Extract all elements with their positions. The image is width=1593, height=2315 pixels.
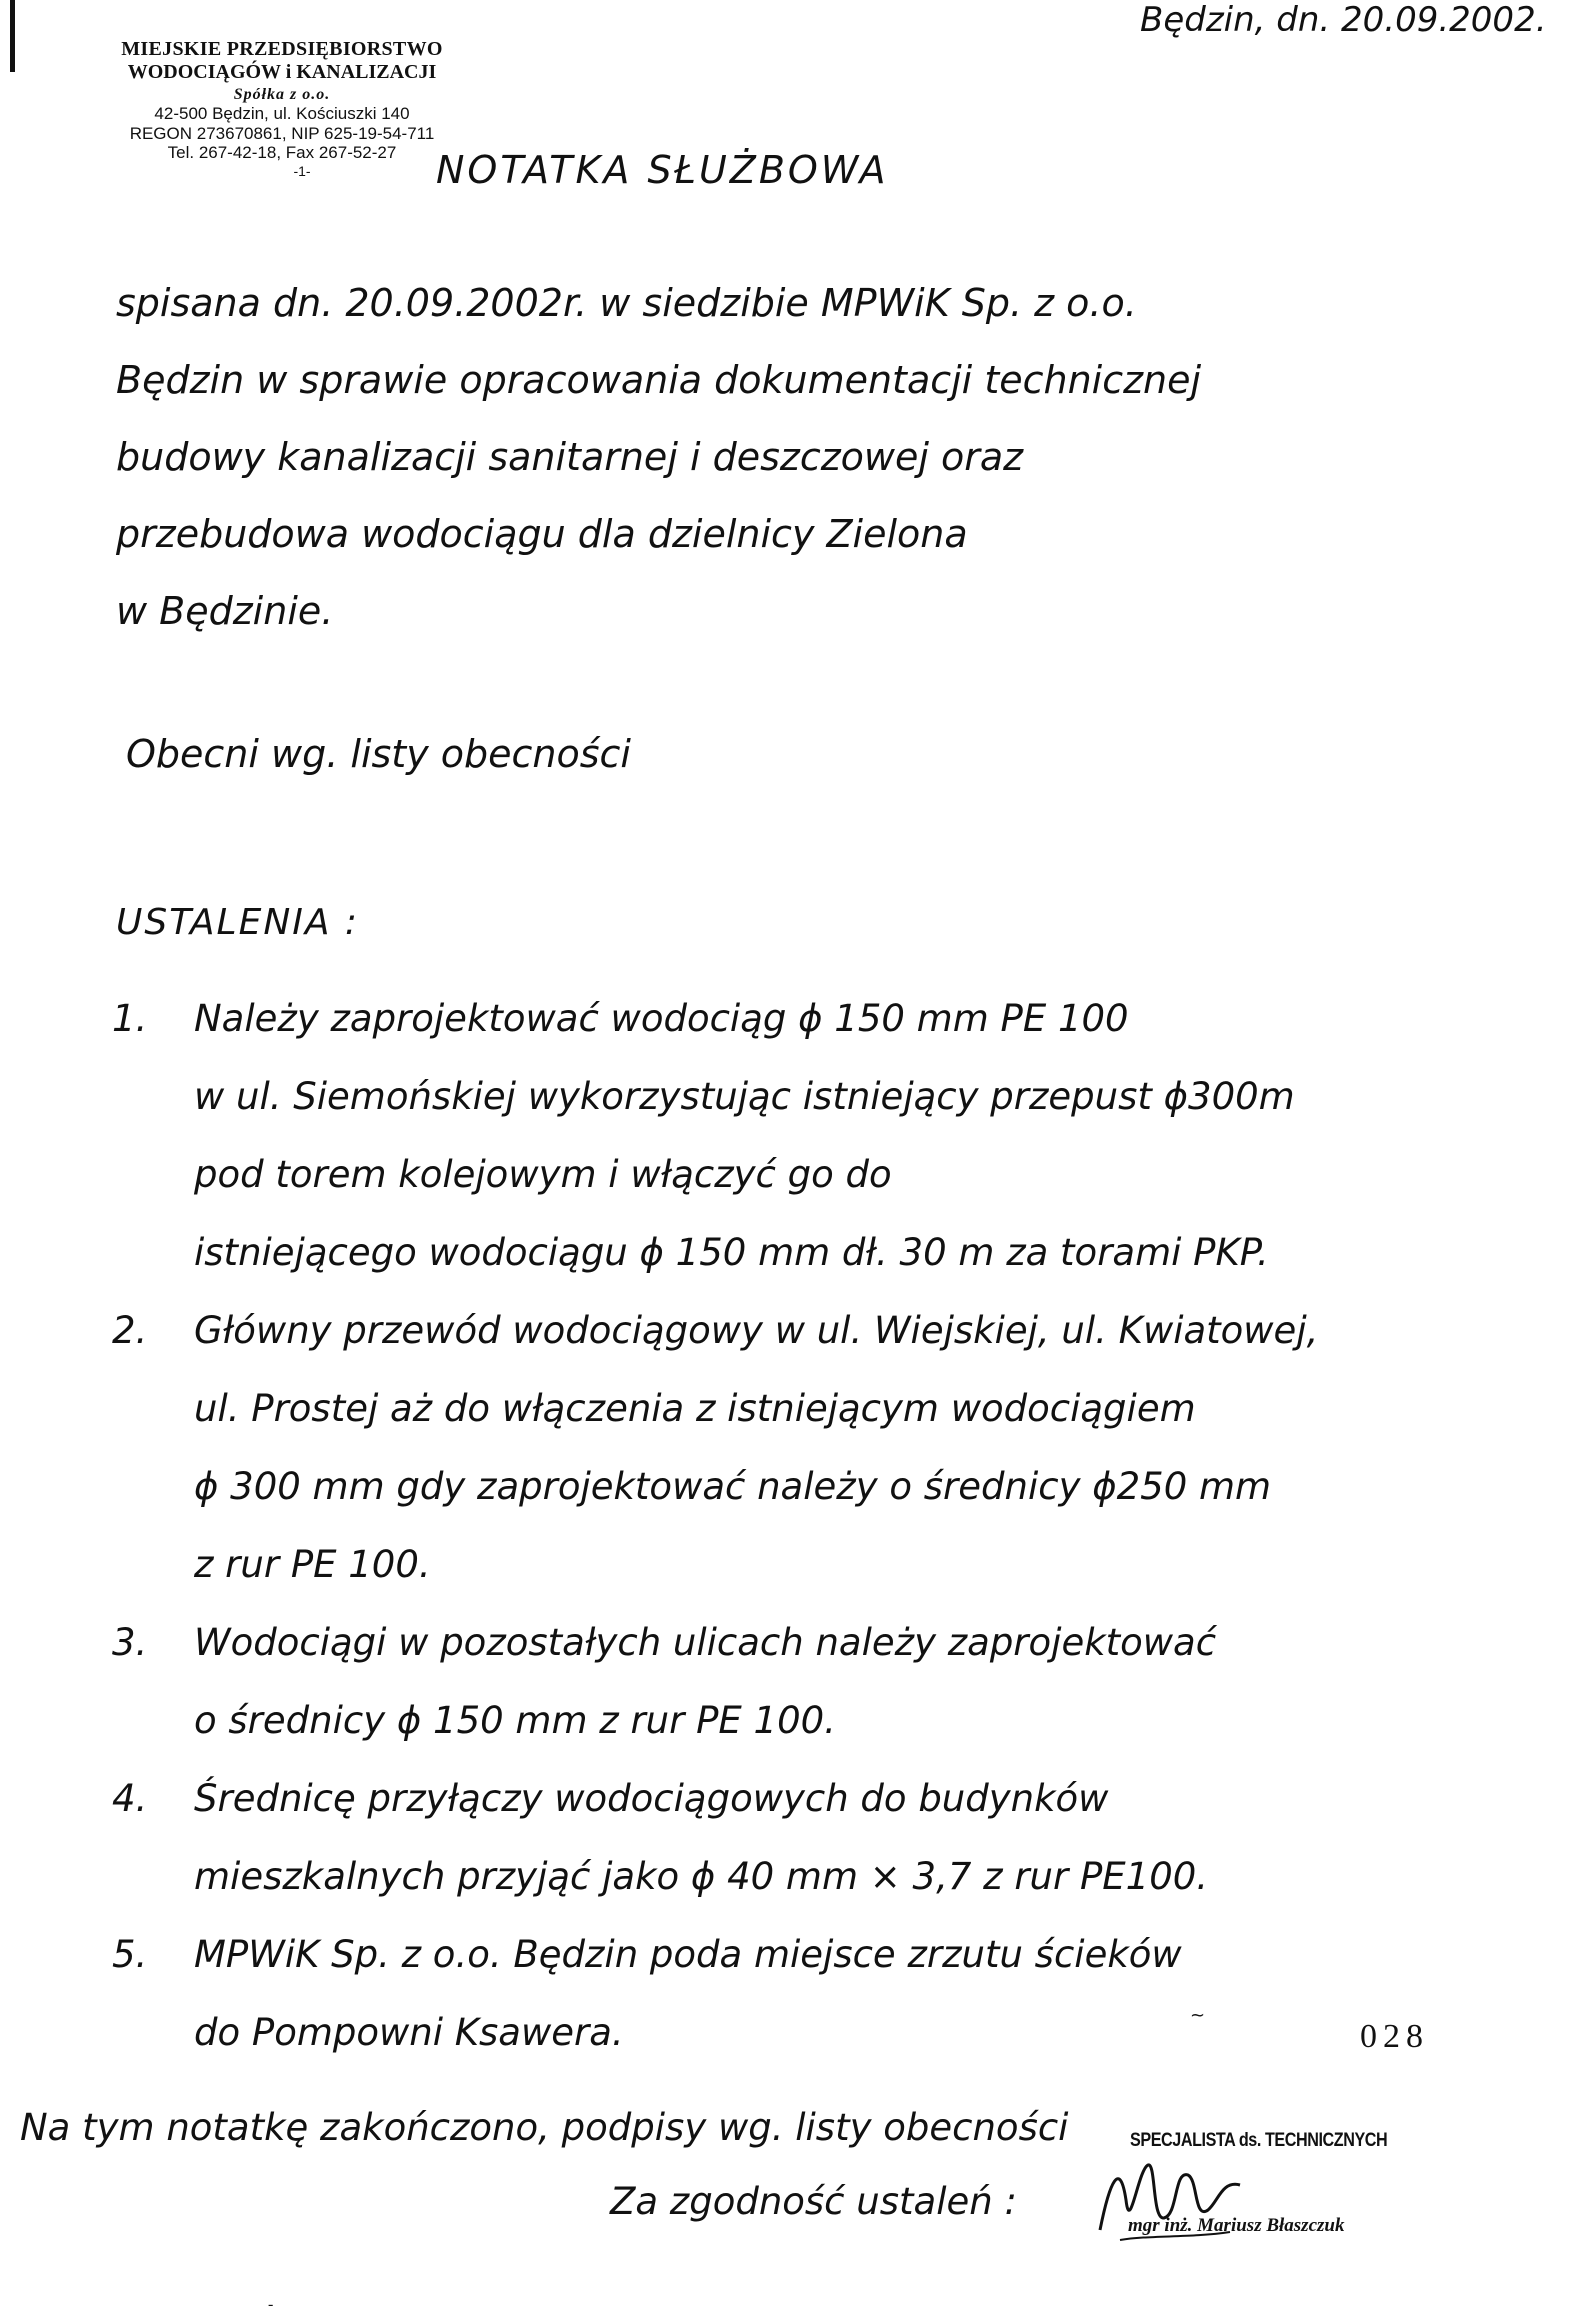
findings-list xyxy=(112,980,1318,2072)
stamp-name: mgr inż. Mariusz Błaszczuk xyxy=(1128,2215,1345,2236)
finding-text xyxy=(194,980,1295,1292)
finding-line: w ul. Siemońskiej wykorzystując istniejący przepust ϕ300m xyxy=(194,1075,1295,1118)
finding-number: 4. xyxy=(112,1777,148,1820)
intro-line: w Będzinie. xyxy=(116,589,334,633)
intro-paragraph xyxy=(116,265,1201,650)
finding-line: ul. Prostej aż do włączenia z istniejącym wodociągiem xyxy=(194,1387,1196,1430)
finding-number: 5. xyxy=(112,1933,148,1976)
finding-line: istniejącego wodociągu ϕ 150 mm dł. 30 m za torami PKP. xyxy=(194,1231,1269,1274)
company-name-line1: MIEJSKIE PRZEDSIĘBIORSTWO xyxy=(121,38,443,60)
approval-line: Za zgodność ustaleń : xyxy=(610,2180,1017,2223)
finding-text xyxy=(194,1760,1208,1916)
finding-text xyxy=(194,1604,1216,1760)
finding-line: z rur PE 100. xyxy=(194,1543,431,1586)
document-title: NOTATKA SŁUŻBOWA xyxy=(436,148,889,192)
company-legal-form: Spółka z o.o. xyxy=(233,86,331,103)
company-address: 42-500 Będzin, ul. Kościuszki 140 xyxy=(154,104,410,124)
findings-heading: USTALENIA : xyxy=(116,902,360,943)
finding-item xyxy=(112,980,1318,1292)
intro-line: przebudowa wodociągu dla dzielnicy Zielona xyxy=(116,512,968,556)
finding-item xyxy=(112,1292,1318,1604)
stray-mark: ~ xyxy=(1190,2005,1206,2026)
stamp-title: SPECJALISTA ds. TECHNICZNYCH xyxy=(1130,2130,1388,2151)
finding-item xyxy=(112,1916,1318,2072)
finding-line: do Pompowni Ksawera. xyxy=(194,2011,624,2054)
intro-line: Będzin w sprawie opracowania dokumentacji technicznej xyxy=(116,358,1202,402)
page-number: -1- xyxy=(293,163,311,180)
stamp-number: 028 xyxy=(1360,2018,1429,2055)
finding-line: Średnicę przyłączy wodociągowych do budynków xyxy=(194,1777,1109,1820)
finding-number: 1. xyxy=(112,997,148,1040)
finding-text xyxy=(194,1916,1182,2072)
finding-line: Wodociągi w pozostałych ulicach należy zaprojektować xyxy=(194,1621,1217,1664)
intro-line: spisana dn. 20.09.2002r. w siedzibie MPWiK Sp. z o.o. xyxy=(116,281,1137,325)
document-date: Będzin, dn. 20.09.2002. xyxy=(1140,0,1547,40)
company-registry: REGON 273670861, NIP 625-19-54-711 xyxy=(129,123,435,143)
finding-item xyxy=(112,1760,1318,1916)
finding-line: o średnicy ϕ 150 mm z rur PE 100. xyxy=(194,1699,836,1742)
finding-text xyxy=(194,1292,1318,1604)
finding-line: MPWiK Sp. z o.o. Będzin poda miejsce zrzutu ścieków xyxy=(194,1933,1182,1976)
company-name-line2: WODOCIĄGÓW i KANALIZACJI xyxy=(127,61,437,83)
finding-number: 2. xyxy=(112,1309,148,1352)
finding-line: ϕ 300 mm gdy zaprojektować należy o średnicy ϕ250 mm xyxy=(194,1465,1272,1508)
stray-mark: - xyxy=(268,2296,274,2313)
closing-line: Na tym notatkę zakończono, podpisy wg. listy obecności xyxy=(20,2106,1069,2149)
finding-line: Należy zaprojektować wodociąg ϕ 150 mm PE 100 xyxy=(194,997,1129,1040)
finding-line: Główny przewód wodociągowy w ul. Wiejskiej, ul. Kwiatowej, xyxy=(194,1309,1319,1352)
finding-item xyxy=(112,1604,1318,1760)
finding-line: mieszkalnych przyjąć jako ϕ 40 mm × 3,7 z rur PE100. xyxy=(194,1855,1209,1898)
attendance-note: Obecni wg. listy obecności xyxy=(126,732,631,776)
scan-edge-mark xyxy=(10,0,15,72)
company-contact: Tel. 267-42-18, Fax 267-52-27 xyxy=(167,143,397,163)
finding-line: pod torem kolejowym i włączyć go do xyxy=(194,1153,892,1196)
intro-line: budowy kanalizacji sanitarnej i deszczowej oraz xyxy=(116,435,1024,479)
finding-number: 3. xyxy=(112,1621,148,1664)
